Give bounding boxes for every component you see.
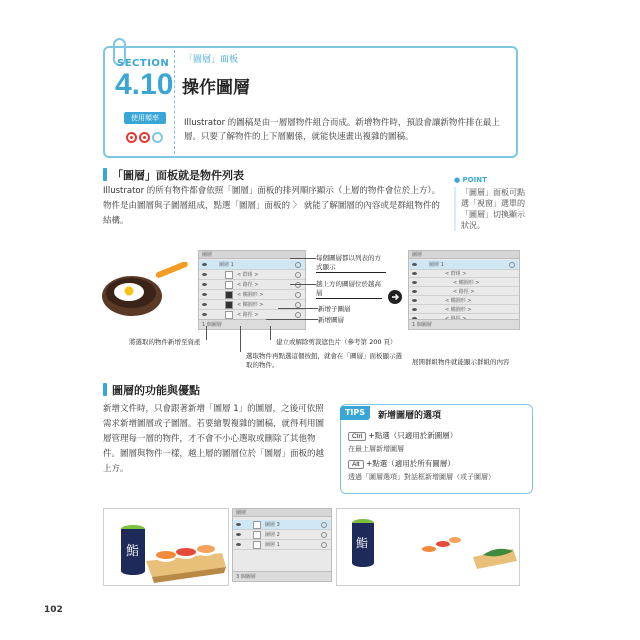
level-label: 使用頻率 bbox=[124, 112, 166, 124]
layer-row[interactable]: 圖層 1 bbox=[199, 260, 305, 270]
card-title: 操作圖層 bbox=[182, 78, 250, 98]
eye-icon[interactable] bbox=[202, 263, 207, 266]
ctrl-key: Ctrl bbox=[348, 432, 366, 441]
rating-dot-icon bbox=[139, 132, 150, 143]
layer-row[interactable]: < 路徑 > bbox=[199, 280, 305, 290]
section1-paragraph: Illustrator 的所有物件都會依照「圖層」面板的排列順序顯示（上層的物件會位於上方）。物件是由圖層與子圖層組成，點選「圖層」面板的 〉 就能了解圖層的內容或是群組物件的結構。 bbox=[103, 186, 441, 226]
layer-row[interactable]: < 群組 > bbox=[409, 269, 519, 278]
layers-panel[interactable] bbox=[198, 250, 306, 330]
target-icon[interactable] bbox=[321, 532, 327, 538]
target-icon[interactable] bbox=[509, 262, 515, 268]
eye-icon[interactable] bbox=[236, 543, 241, 546]
eye-icon[interactable] bbox=[412, 290, 417, 293]
frying-pan-illustration bbox=[100, 262, 192, 320]
point-tag: ● POINT bbox=[454, 176, 487, 184]
sushi-illustration-box bbox=[103, 508, 229, 586]
layer-thumbnail bbox=[225, 271, 233, 279]
layer-row[interactable]: 圖層 1 bbox=[409, 260, 519, 270]
target-icon[interactable] bbox=[295, 282, 301, 288]
target-icon[interactable] bbox=[295, 262, 301, 268]
eye-icon[interactable] bbox=[202, 273, 207, 276]
tips-tag: TIPS bbox=[340, 406, 370, 420]
callout-line bbox=[290, 284, 316, 285]
layer-thumbnail bbox=[253, 541, 261, 549]
layer-row[interactable]: < 群組 > bbox=[199, 270, 305, 280]
eye-icon[interactable] bbox=[236, 533, 241, 536]
panel-footer: 3 個圖層 bbox=[233, 571, 331, 581]
layer-thumbnail bbox=[225, 311, 233, 319]
eye-icon[interactable] bbox=[412, 263, 417, 266]
callout-line bbox=[240, 326, 241, 352]
layer-row[interactable]: 圖層 2 bbox=[233, 530, 331, 540]
callout-clipping-mask: 建立或解除剪裁遮色片（參考第 200 頁） bbox=[276, 338, 397, 346]
layer-row[interactable]: < 路徑 > bbox=[409, 287, 519, 296]
eye-icon[interactable] bbox=[202, 313, 207, 316]
layer-row[interactable]: 圖層 1 bbox=[233, 540, 331, 550]
section-label: SECTION bbox=[117, 58, 170, 69]
eye-icon[interactable] bbox=[202, 293, 207, 296]
target-icon[interactable] bbox=[321, 522, 327, 528]
layers-panel-three[interactable] bbox=[232, 508, 332, 582]
eye-icon[interactable] bbox=[412, 281, 417, 284]
tip-alt-desc: 透過「圖層選項」對話框新增圖層（或子圖層） bbox=[348, 473, 495, 481]
section-number: 4.10 bbox=[115, 68, 174, 101]
callout-layers-list: 每個圖層都以列表的方式顯示 bbox=[316, 254, 386, 273]
layer-row[interactable]: < 橢圓形 > bbox=[199, 300, 305, 310]
heading-bar bbox=[103, 168, 107, 181]
panel-footer: 1 個圖層 bbox=[199, 319, 305, 329]
eye-icon[interactable] bbox=[202, 283, 207, 286]
callout-line bbox=[206, 326, 207, 340]
callout-top-layer: 越上方的圖層位於越高層 bbox=[316, 280, 381, 297]
section1-heading: 「圖層」面板就是物件列表 bbox=[112, 169, 244, 182]
sushi-illustration bbox=[104, 509, 230, 587]
eye-icon[interactable] bbox=[236, 523, 241, 526]
layers-separated-illustration bbox=[337, 509, 521, 587]
target-icon[interactable] bbox=[321, 542, 327, 548]
layers-separated-box bbox=[336, 508, 520, 586]
eye-icon[interactable] bbox=[412, 272, 417, 275]
tip-ctrl: Ctrl +點選（只適用於新圖層） bbox=[348, 430, 457, 441]
target-icon[interactable] bbox=[295, 312, 301, 318]
svg-text:鮨: 鮨 bbox=[356, 536, 369, 550]
page-number: 102 bbox=[44, 605, 63, 615]
layer-row[interactable]: < 橢圓形 > bbox=[199, 290, 305, 300]
layer-thumbnail bbox=[253, 521, 261, 529]
layer-row[interactable]: < 橢圓形 > bbox=[409, 278, 519, 287]
section2-heading: 圖層的功能與優點 bbox=[112, 384, 200, 397]
panel-footer: 1 個圖層 bbox=[409, 319, 519, 329]
layer-thumbnail bbox=[225, 301, 233, 309]
card-body: Illustrator 的圖稿是由一層層物件組合而成。新增物件時，預設會讓新物件排在最上層。只要了解物件的上下層關係，就能快速畫出複雜的圖稿。 bbox=[184, 118, 500, 142]
eye-icon[interactable] bbox=[412, 299, 417, 302]
callout-add-asset: 將選取的物件新增至資產 bbox=[129, 338, 201, 346]
tips-title: 新增圖層的選項 bbox=[378, 411, 442, 421]
callout-new-sublayer: 新增子圖層 bbox=[318, 305, 351, 313]
callout-line bbox=[270, 326, 271, 340]
layer-row[interactable]: < 橢圓形 > bbox=[409, 305, 519, 314]
card-divider bbox=[174, 50, 175, 154]
layer-thumbnail bbox=[225, 281, 233, 289]
panel-title: 圖層 bbox=[409, 251, 519, 259]
eye-icon[interactable] bbox=[202, 303, 207, 306]
target-icon[interactable] bbox=[295, 292, 301, 298]
svg-text:鮨: 鮨 bbox=[126, 544, 140, 559]
target-icon[interactable] bbox=[295, 272, 301, 278]
point-body: 「圖層」面板可點選「視窗」選單的「圖層」切換顯示狀況。 bbox=[454, 187, 532, 231]
card-subtitle: 「圖層」面板 bbox=[184, 55, 239, 65]
layer-thumbnail bbox=[225, 291, 233, 299]
layer-row[interactable]: < 橢圓形 > bbox=[409, 296, 519, 305]
section2-paragraph: 新增文件時，只會跟著新增「圖層 1」的圖層，之後可依照需求新增圖層或子圖層。若要繪製複雜的圖稿，就得利用圖層管理每一層的物件，才不會不小心選取或刪除了其他物件。圖層與物件一樣，越上層的圖層位於「圖層」面板的越上方。 bbox=[103, 404, 325, 474]
alt-key: Alt bbox=[348, 460, 364, 469]
heading-bar bbox=[103, 383, 107, 396]
callout-expand-group: 展開群組物件就能顯示群組的內容 bbox=[412, 358, 510, 366]
panel-title: 圖層 bbox=[199, 251, 305, 259]
rating-dot-icon bbox=[126, 132, 137, 143]
tip-ctrl-desc: 在最上層新增圖層 bbox=[348, 445, 404, 453]
callout-line bbox=[266, 319, 318, 320]
layer-row[interactable]: 圖層 3 bbox=[233, 520, 331, 530]
callout-locate-object: 選取物件再點選這個按鈕，就會在「圖層」面板顯示選取的物件。 bbox=[246, 352, 402, 369]
callout-new-layer: 新增圖層 bbox=[318, 316, 344, 324]
layers-panel-expanded[interactable] bbox=[408, 250, 520, 330]
callout-line bbox=[278, 308, 318, 309]
point-note bbox=[454, 176, 532, 244]
rating-dot-empty-icon bbox=[152, 132, 163, 143]
frequency-rating bbox=[126, 128, 165, 147]
layer-thumbnail bbox=[253, 531, 261, 539]
eye-icon[interactable] bbox=[412, 308, 417, 311]
layer-row[interactable]: < 路徑 > bbox=[199, 310, 305, 320]
panel-title: 圖層 bbox=[233, 509, 331, 517]
arrow-right-icon bbox=[388, 290, 402, 304]
tip-alt: Alt +點選（適用於所有圖層） bbox=[348, 458, 455, 469]
callout-line bbox=[290, 258, 316, 259]
